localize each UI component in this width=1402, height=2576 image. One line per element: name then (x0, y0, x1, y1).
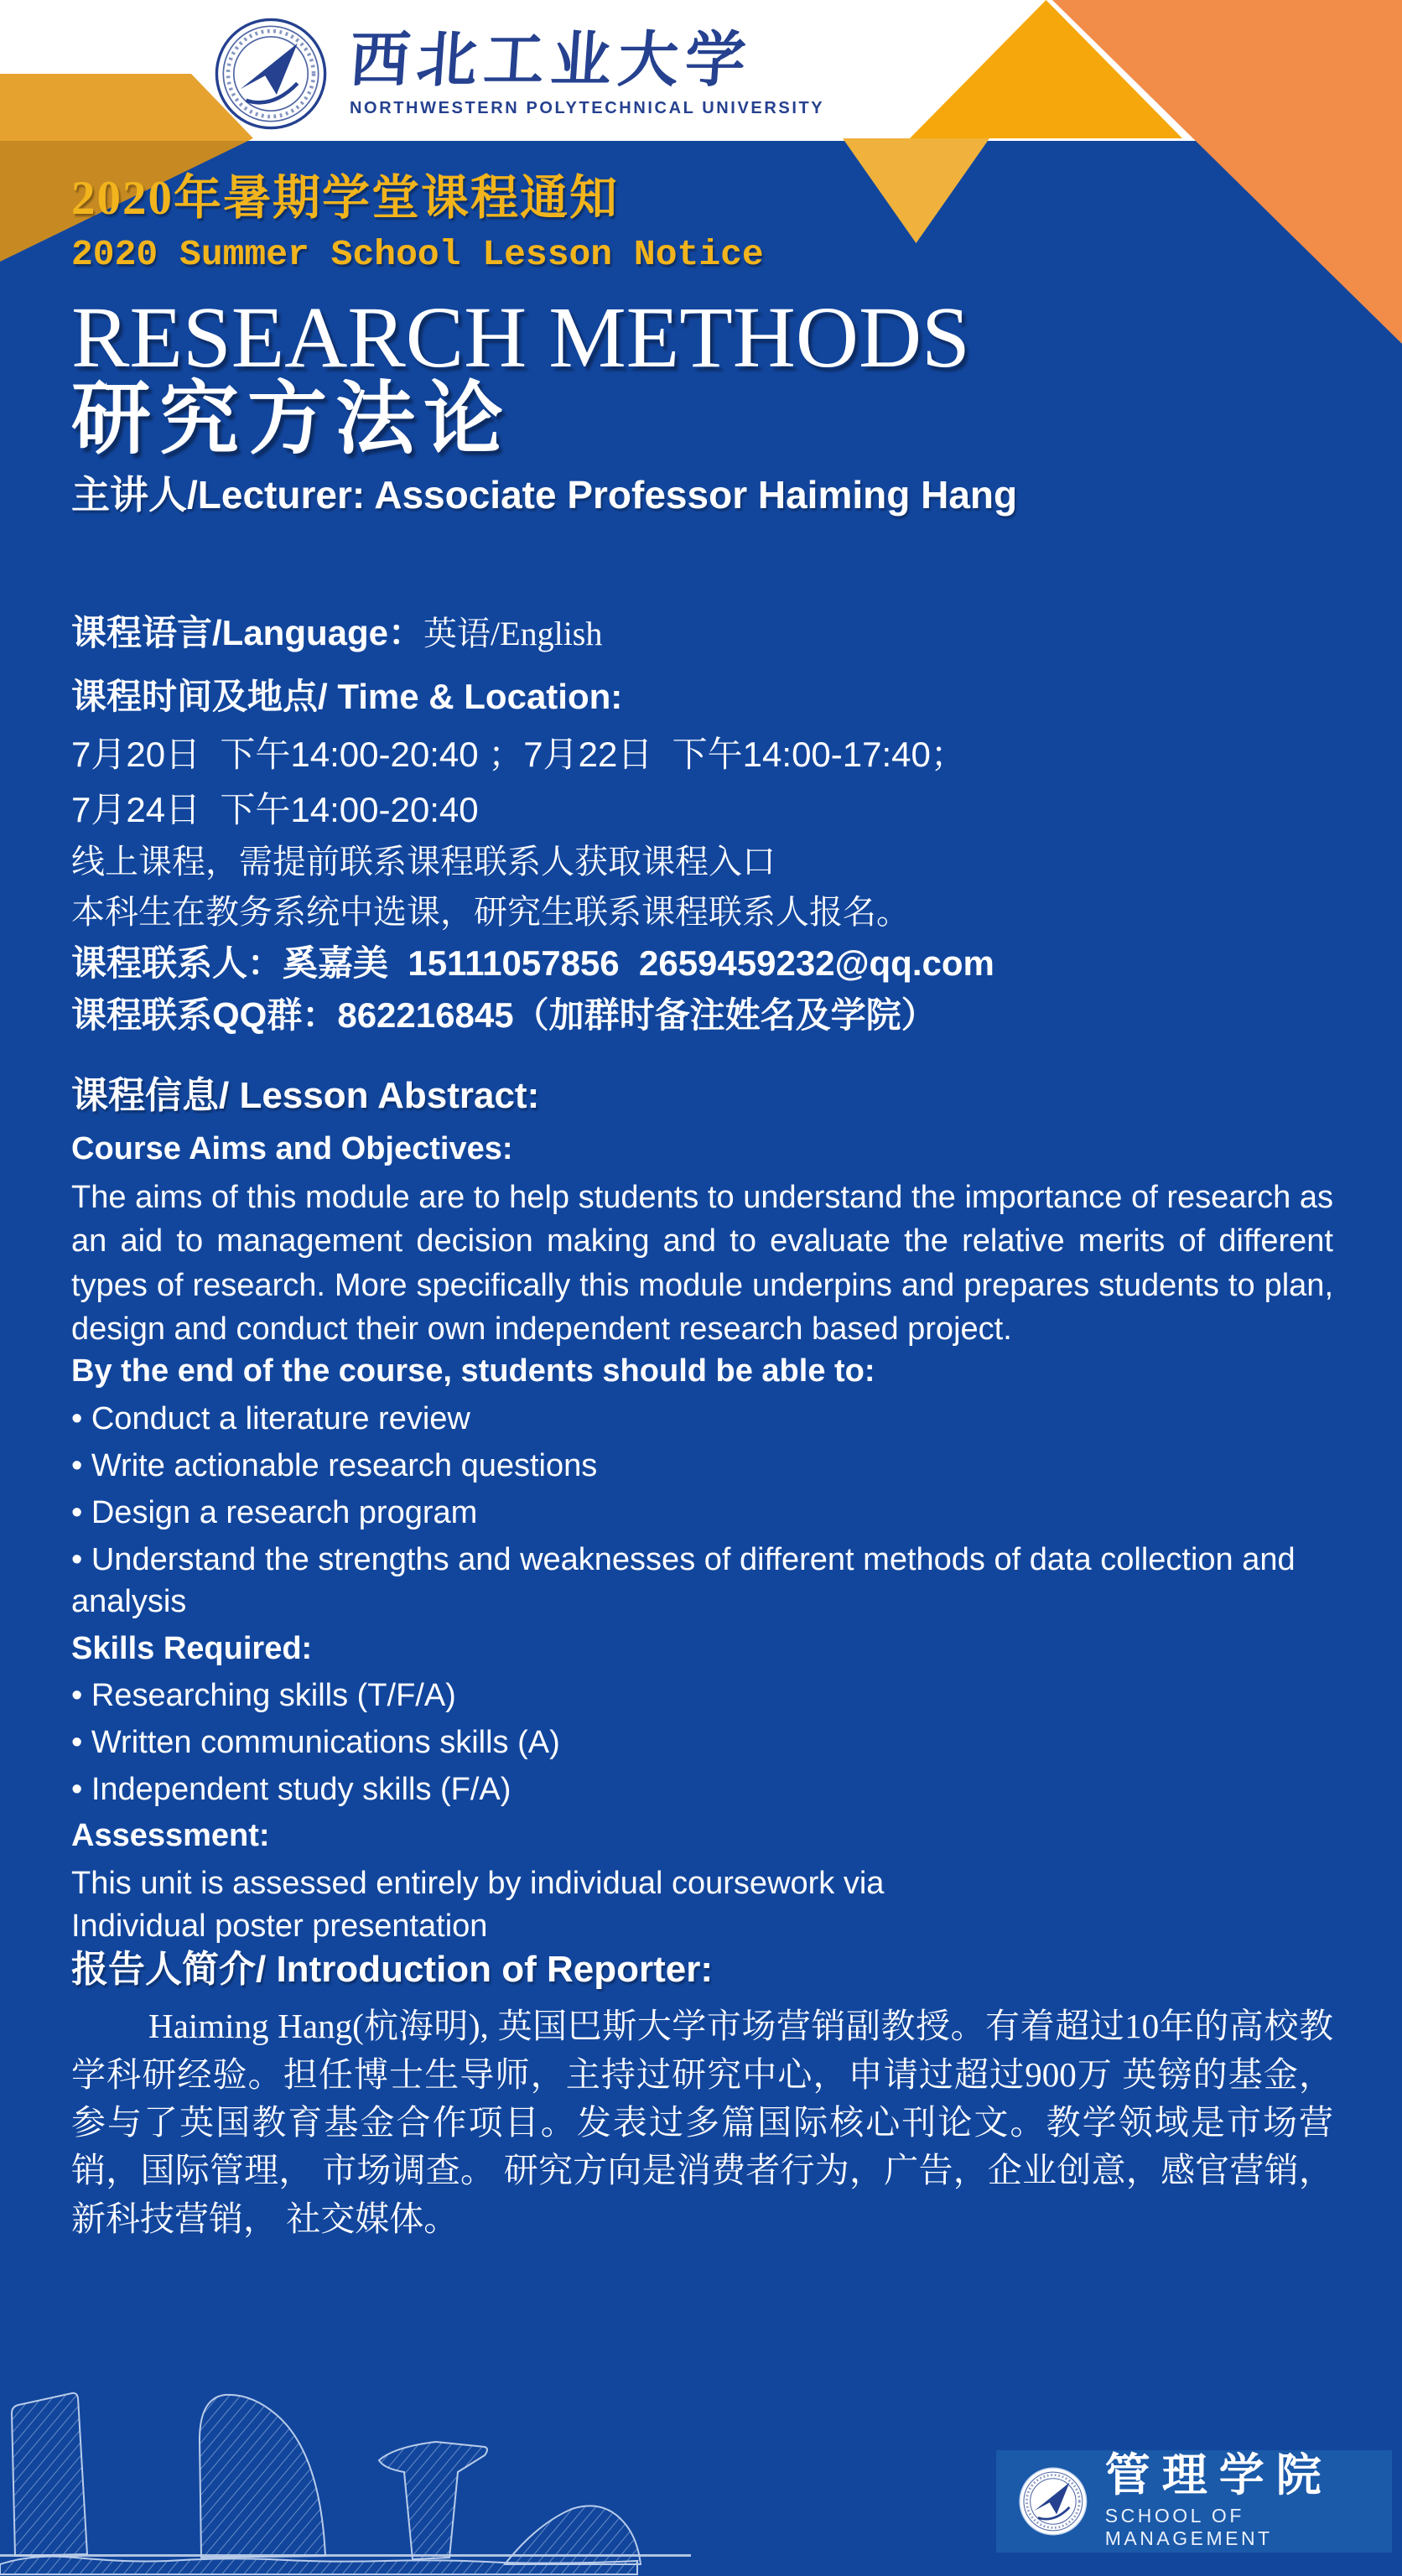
university-logo (214, 17, 824, 131)
schedule-line-1: 7月20日 下午14:00-20:40 ；7月22日 下午14:00-17:40； (71, 734, 966, 774)
course-title-zh: 研究方法论 (71, 375, 512, 465)
list-item: • Conduct a literature review (71, 1400, 470, 1436)
schedule-line-2: 7月24日 下午14:00-20:40 (71, 790, 479, 830)
notice-title-zh: 2020年暑期学堂课程通知 (71, 172, 619, 225)
list-item: • Researching skills (T/F/A) (71, 1677, 456, 1713)
reporter-title: 报告人简介/ Introduction of Reporter: (71, 1949, 714, 1991)
assessment-line-2: Individual poster presentation (71, 1909, 488, 1945)
course-title-en: RESEARCH METHODS (71, 289, 970, 387)
skyline-sketch (0, 2381, 704, 2576)
time-location-label: 课程时间及地点/ Time & Location: (71, 677, 623, 717)
lecturer-line: 主讲人/Lecturer: Associate Professor Haiming Hang (71, 472, 1018, 517)
lesson-abstract-title: 课程信息/ Lesson Abstract: (71, 1075, 540, 1117)
notice-title-en: 2020 Summer School Lesson Notice (71, 233, 764, 275)
university-name-zh: 西北工业大学 (347, 26, 755, 94)
school-name-zh: 管理学院 (1104, 2450, 1333, 2501)
school-name-en: SCHOOL OF MANAGEMENT (1104, 2505, 1273, 2549)
online-note-2: 本科生在教务系统中选课，研究生联系课程联系人报名。 (71, 892, 910, 931)
school-emblem-icon (1018, 2463, 1088, 2540)
qq-group-line: 课程联系QQ群：862216845（加群时备注姓名及学院） (71, 995, 937, 1036)
language-line (71, 612, 1333, 654)
poster-content (71, 172, 1333, 2243)
list-item: • Design a research program (71, 1495, 478, 1531)
list-item: • Written communications skills (A) (71, 1725, 560, 1761)
list-item: • Independent study skills (F/A) (71, 1772, 511, 1808)
list-item: • Understand the strengths and weaknesses of different methods of data collection and analysis (71, 1542, 1296, 1620)
course-aims-title: Course Aims and Objectives: (71, 1131, 513, 1167)
assessment-line-1: This unit is assessed entirely by individual coursework via (71, 1865, 885, 1901)
outcomes-list (71, 1398, 1333, 1623)
list-item: • Write actionable research questions (71, 1447, 598, 1483)
online-note-1: 线上课程，需提前联系课程联系人获取课程入口 (71, 842, 776, 880)
language-label: 课程语言/Language： (71, 613, 424, 653)
university-emblem-icon (214, 17, 328, 131)
skills-list (71, 1675, 1333, 1810)
language-value: 英语/English (423, 615, 603, 653)
course-aims-paragraph: The aims of this module are to help students to understand the importance of research as an aid to management decision making and to evaluate the relative merits of different types of research. More specifically this module underpins and prepares students to plan, design and conduct their own independent research based project. (71, 1179, 1333, 1347)
contact-line: 课程联系人：奚嘉美 15111057856 2659459232@qq.com (71, 943, 994, 983)
outcomes-title: By the end of the course, students should be able to: (71, 1353, 875, 1389)
assessment-title: Assessment: (71, 1818, 270, 1854)
skills-title: Skills Required: (71, 1630, 313, 1666)
school-of-management-badge (996, 2450, 1392, 2553)
reporter-bio: Haiming Hang(杭海明), 英国巴斯大学市场营销副教授。有着超过10年的高校教学科研经验。担任博士生导师，主持过研究中心，申请过超过900万 英镑的基金，参与了英国教育基金合作项目。发表过多篇国际核心刊论文。教学领域是市场营销，国际管理， 市场调查。 研究方向是消费者行为，广告，企业创意，感官营销，新科技营销， 社交媒体。 (71, 2007, 1333, 2238)
university-name-en: NORTHWESTERN POLYTECHNICAL UNIVERSITY (350, 99, 825, 118)
